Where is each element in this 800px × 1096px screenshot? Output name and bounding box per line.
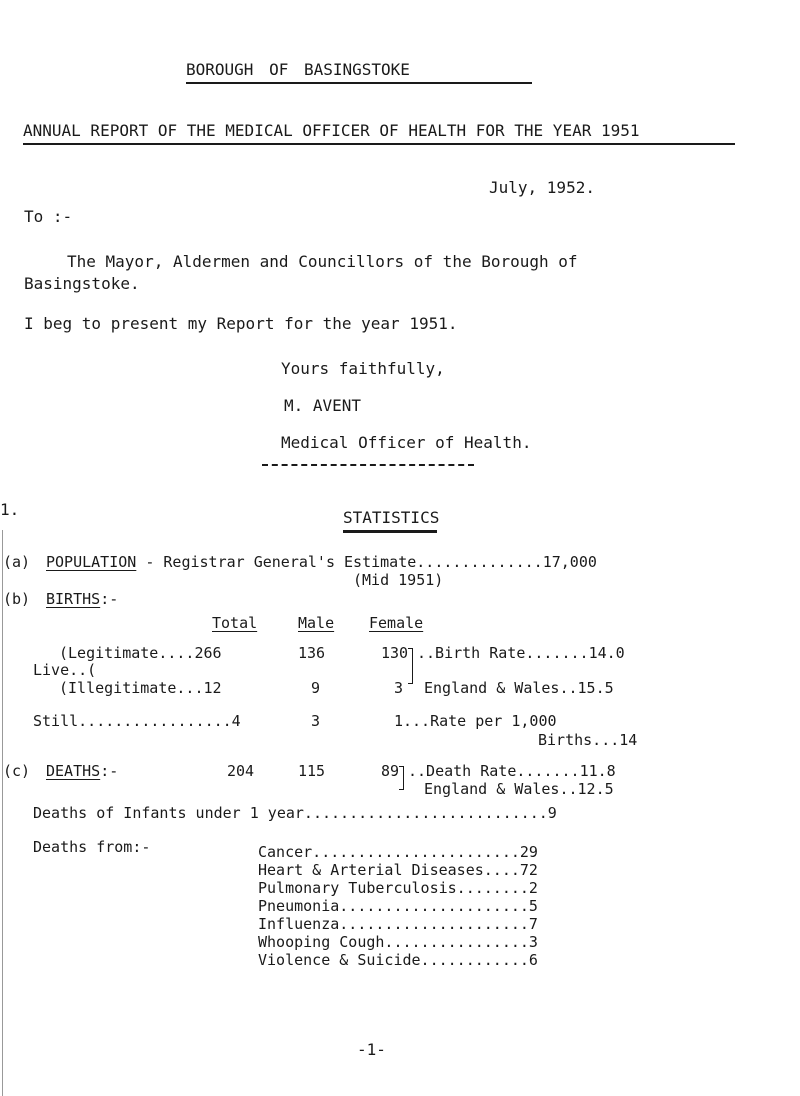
addressee-line-1: The Mayor, Aldermen and Councillors of the Borough of [67, 252, 578, 271]
report-title: ANNUAL REPORT OF THE MEDICAL OFFICER OF HEALTH FOR THE YEAR 1951 [23, 121, 640, 140]
ew-death-rate: England & Wales..12.5 [424, 780, 614, 798]
cause-of-death: Pneumonia.....................5 [258, 897, 538, 915]
page-number: -1- [357, 1040, 386, 1059]
still-female: 1 [394, 712, 404, 730]
population-heading: POPULATION [46, 553, 137, 571]
population-label: (a) [3, 553, 31, 571]
statistics-heading-underline [343, 530, 437, 533]
deaths-heading-suffix: :- [100, 762, 119, 780]
col-header-male: Male [298, 614, 335, 632]
deaths-label: (c) [3, 762, 31, 780]
births-heading-suffix: :- [100, 590, 119, 608]
still-births: Still.................4 [33, 712, 241, 730]
death-rate: ..Death Rate.......11.8 [408, 762, 616, 780]
section-number: 1. [0, 500, 20, 519]
live-label: Live..( [33, 661, 97, 679]
still-rate: ...Rate per 1,000 [403, 712, 557, 730]
cause-of-death: Pulmonary Tuberculosis........2 [258, 879, 538, 897]
deaths-total: 204 [227, 762, 255, 780]
birth-rate: ..Birth Rate.......14.0 [417, 644, 625, 662]
addressee-line-2: Basingstoke. [24, 274, 140, 293]
births-label: (b) [3, 590, 31, 608]
legit-male: 136 [298, 644, 326, 662]
borough-title: BOROUGH OF BASINGSTOKE [186, 60, 410, 79]
borough-title-underline [186, 82, 532, 84]
statistics-heading: STATISTICS [343, 508, 440, 527]
section-divider [262, 464, 474, 466]
still-male: 3 [311, 712, 321, 730]
letter-body: I beg to present my Report for the year 1951. [24, 314, 458, 333]
page-margin-shadow [2, 530, 3, 1096]
letter-closing: Yours faithfully, [281, 359, 445, 378]
births-heading: BIRTHS [46, 590, 101, 608]
deaths-bracket [399, 766, 404, 790]
population-estimate: - Registrar General's Estimate..............17,000 [136, 553, 597, 571]
population-line [46, 553, 597, 571]
cause-of-death: Cancer.......................29 [258, 843, 538, 861]
letter-to: To :- [24, 207, 73, 226]
cause-of-death: Whooping Cough................3 [258, 933, 538, 951]
report-title-underline [23, 143, 735, 145]
col-header-female: Female [369, 614, 424, 632]
births-bracket [408, 648, 413, 684]
births-heading-line [46, 590, 118, 608]
deaths-heading: DEATHS [46, 762, 101, 780]
cause-of-death: Influenza.....................7 [258, 915, 538, 933]
illegit-female: 3 [394, 679, 404, 697]
letter-date: July, 1952. [489, 178, 595, 197]
signatory-title: Medical Officer of Health. [281, 433, 532, 452]
deaths-female: 89 [381, 762, 400, 780]
population-note: (Mid 1951) [353, 571, 444, 589]
signatory-name: M. AVENT [284, 396, 362, 415]
illegit-male: 9 [311, 679, 321, 697]
deaths-from-label: Deaths from:- [33, 838, 151, 856]
cause-of-death: Heart & Arterial Diseases....72 [258, 861, 538, 879]
still-rate-line-2: Births...14 [538, 731, 638, 749]
infant-deaths: Deaths of Infants under 1 year...........................9 [33, 804, 557, 822]
live-illegitimate: (Illegitimate...12 [59, 679, 222, 697]
deaths-male: 115 [298, 762, 326, 780]
live-legitimate: (Legitimate....266 [59, 644, 222, 662]
deaths-heading-line [46, 762, 118, 780]
ew-birth-rate: England & Wales..15.5 [424, 679, 614, 697]
cause-of-death: Violence & Suicide............6 [258, 951, 538, 969]
col-header-total: Total [212, 614, 258, 632]
legit-female: 130 [381, 644, 409, 662]
